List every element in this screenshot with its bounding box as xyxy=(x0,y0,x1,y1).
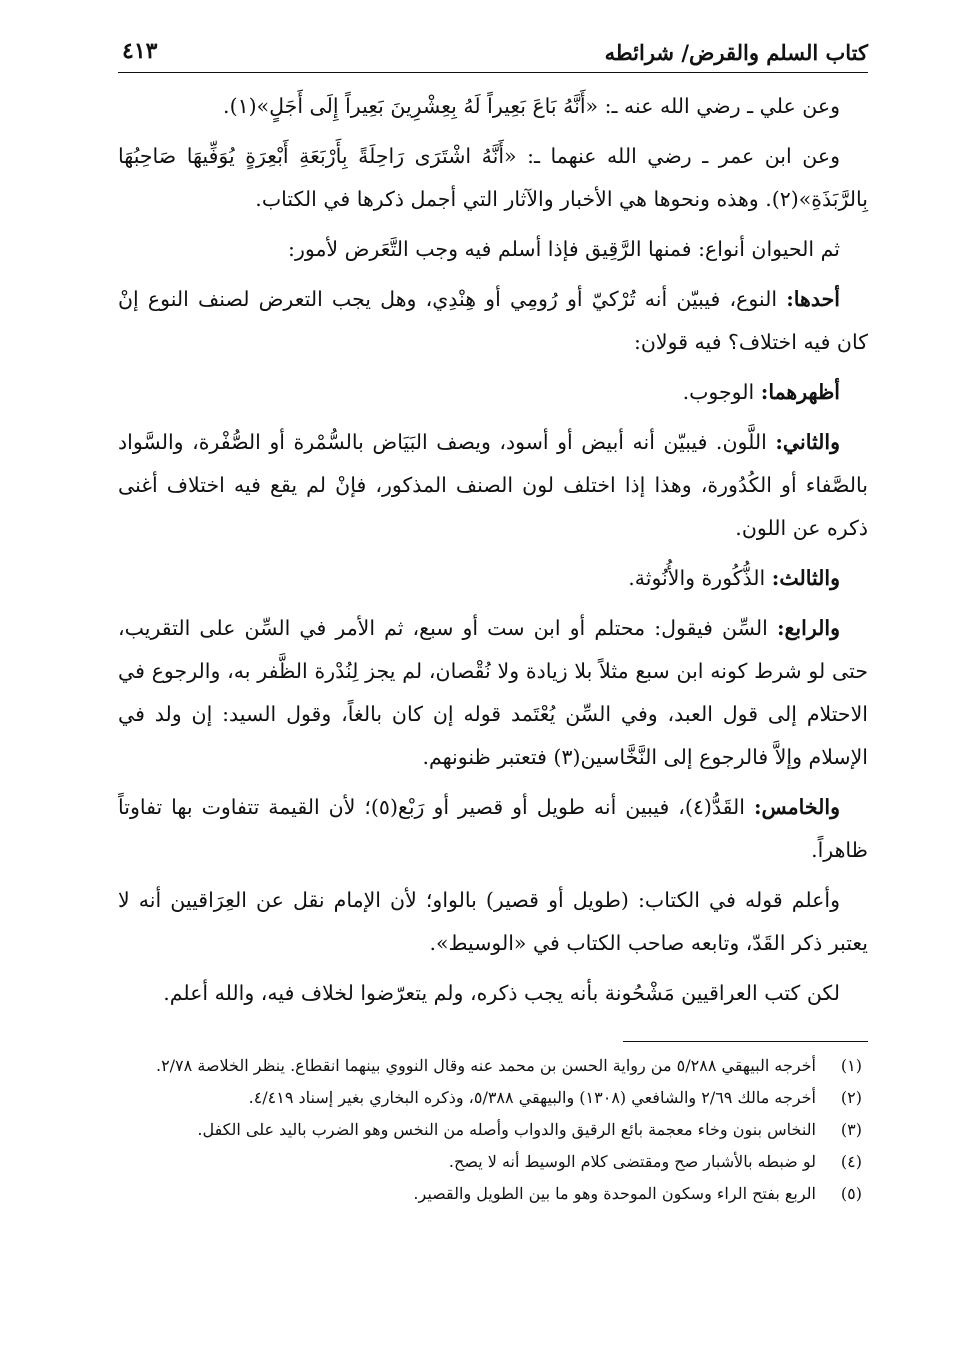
footnote-number: (٣) xyxy=(840,1120,862,1139)
paragraph-text: لكن كتب العراقيين مَشْحُونة بأنه يجب ذكره، ولم يتعرّضوا لخلاف فيه، والله أعلم. xyxy=(163,981,840,1005)
paragraph xyxy=(118,228,868,271)
running-header xyxy=(118,34,868,73)
footnote xyxy=(118,1116,868,1143)
paragraph-text: ثم الحيوان أنواع: فمنها الرَّقِيق فإذا أسلم فيه وجب التَّعَرض لأمور: xyxy=(288,237,840,261)
paragraph xyxy=(118,371,868,414)
paragraph xyxy=(118,607,868,779)
paragraph-text: الوجوب. xyxy=(682,380,761,404)
paragraph-text: القَدُّ(٤)، فيبين أنه طويل أو قصير أو رَبْع(٥)؛ لأن القيمة تتفاوت بها تفاوتاً ظاهراً. xyxy=(118,795,868,862)
main-text xyxy=(118,85,868,1015)
paragraph-text: النوع، فيبيّن أنه تُرْكيّ أو رُومِي أو هِنْدِي، وهل يجب التعرض لصنف النوع إنْ كان فيه اختلاف؟ فيه قولان: xyxy=(118,287,868,354)
paragraph-lead: أحدها: xyxy=(786,287,840,311)
footnotes xyxy=(118,1052,868,1207)
page-number: ٤١٣ xyxy=(122,38,158,64)
footnote-text: الربع بفتح الراء وسكون الموحدة وهو ما بين الطويل والقصير. xyxy=(413,1184,816,1203)
footnote xyxy=(118,1148,868,1175)
footnote xyxy=(118,1180,868,1207)
footnote-number: (١) xyxy=(840,1056,862,1075)
footnote-number: (٢) xyxy=(840,1088,862,1107)
paragraph xyxy=(118,557,868,600)
paragraph-lead: والثالث: xyxy=(771,566,840,590)
paragraph-text: الذُّكُورة والأُنُوثة. xyxy=(628,566,772,590)
paragraph xyxy=(118,421,868,550)
paragraph-text: اللَّون. فيبيّن أنه أبيض أو أسود، ويصف البَيَاض بالسُّمْرة أو الصُّفْرة، والسَّواد بالصَّفاء أو الكُدُورة، وهذا إذا اختلف لون الصنف المذكور، فإنْ لم يقع فيه اختلاف أغنى ذكره عن اللون. xyxy=(118,430,868,540)
footnote xyxy=(118,1084,868,1111)
paragraph-lead: والثاني: xyxy=(775,430,840,454)
book-page xyxy=(118,34,868,1354)
footnote-text: أخرجه البيهقي ٥/٢٨٨ من رواية الحسن بن محمد عنه وقال النووي بينهما انقطاع. ينظر الخلاصة ٢/٧٨. xyxy=(155,1056,816,1075)
paragraph-lead: والرابع: xyxy=(776,616,840,640)
footnote-number: (٤) xyxy=(840,1152,862,1171)
paragraph-lead: أظهرهما: xyxy=(760,380,840,404)
footnote-text: لو ضبطه بالأشبار صح ومقتضى كلام الوسيط أنه لا يصح. xyxy=(448,1152,816,1171)
paragraph xyxy=(118,786,868,872)
paragraph xyxy=(118,85,868,128)
paragraph-text: وعن علي ـ رضي الله عنه ـ: «أَنَّهُ بَاعَ بَعِيراً لَهُ بِعِشْرِينَ بَعِيراً إِلَى أَجَلٍ»(١). xyxy=(223,94,840,118)
footnote xyxy=(118,1052,868,1079)
paragraph-lead: والخامس: xyxy=(753,795,840,819)
footnote-text: النخاس بنون وخاء معجمة بائع الرقيق والدواب وأصله من النخس وهو الضرب باليد على الكفل. xyxy=(197,1120,816,1139)
paragraph xyxy=(118,135,868,221)
paragraph xyxy=(118,879,868,965)
paragraph-text: وعن ابن عمر ـ رضي الله عنهما ـ: «أَنَّهُ اشْتَرَى رَاحِلَةً بِأَرْبَعَةِ أَبْعِرَةٍ يُوَفِّيهَا صَاحِبُهَا بِالرَّبَذَةِ»(٢). وهذه ونحوها هي الأخبار والآثار التي أجمل ذكرها في الكتاب. xyxy=(118,144,868,211)
paragraph xyxy=(118,278,868,364)
chapter-title: كتاب السلم والقرض/ شرائطه xyxy=(604,40,868,65)
paragraph-text: السِّن فيقول: محتلم أو ابن ست أو سبع، ثم الأمر في السِّن على التقريب، حتى لو شرط كونه ابن سبع مثلاً بلا زيادة ولا نُقْصان، لم يجز لِنُدْرة الظَّفر به، والرجوع في الاحتلام إلى قول العبد، وفي السِّن يُعْتَمد قوله إن كان بالغاً، وقول السيد: إن ولد في الإسلام وإلاَّ فالرجوع إلى النَّخَّاسين(٣) فتعتبر ظنونهم. xyxy=(118,616,868,769)
footnote-separator xyxy=(623,1041,868,1042)
footnote-number: (٥) xyxy=(840,1184,862,1203)
paragraph-text: وأعلم قوله في الكتاب: (طويل أو قصير) بالواو؛ لأن الإمام نقل عن العِرَاقيين أنه لا يعتبر ذكر القَدّ، وتابعه صاحب الكتاب في «الوسيط». xyxy=(118,888,868,955)
footnote-text: أخرجه مالك ٢/٦٩ والشافعي (١٣٠٨) والبيهقي ٥/٣٨٨، وذكره البخاري بغير إسناد ٤/٤١٩. xyxy=(248,1088,816,1107)
paragraph xyxy=(118,972,868,1015)
